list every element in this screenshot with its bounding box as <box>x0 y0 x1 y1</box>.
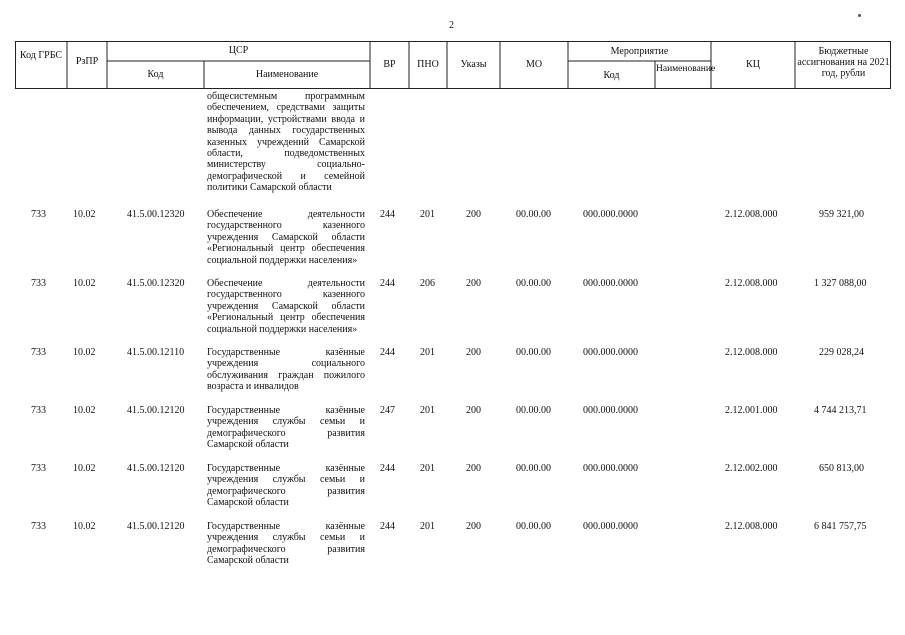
cell-rzpr: 10.02 <box>73 521 96 532</box>
cell-ukazy: 200 <box>466 521 481 532</box>
cell-vr: 244 <box>380 521 395 532</box>
cell-grbs: 733 <box>31 463 46 474</box>
cell-name: Государственные казённые учреждения социального обслуживания граждан пожилого возраста и инвалидов <box>207 347 365 393</box>
header-rzpr: РзПР <box>75 56 99 67</box>
cell-csr: 41.5.00.12320 <box>127 278 185 289</box>
header-mo: МО <box>525 59 543 70</box>
cell-grbs: 733 <box>31 209 46 220</box>
cell-vr: 244 <box>380 463 395 474</box>
cell-mo: 00.00.00 <box>516 278 551 289</box>
cell-mer-kod: 000.000.0000 <box>583 209 638 220</box>
cell-grbs: 733 <box>31 278 46 289</box>
cell-name: Обеспечение деятельности государственного казенного учреждения Самарской области «Региональный центр обеспечения социальной поддержки населения» <box>207 209 365 266</box>
cell-sum: 229 028,24 <box>819 347 864 358</box>
cell-kc: 2.12.008.000 <box>725 521 778 532</box>
cell-kc: 2.12.002.000 <box>725 463 778 474</box>
cell-kc: 2.12.008.000 <box>725 278 778 289</box>
cell-sum: 650 813,00 <box>819 463 864 474</box>
cell-pno: 201 <box>420 209 435 220</box>
cell-ukazy: 200 <box>466 463 481 474</box>
cell-vr: 244 <box>380 347 395 358</box>
cell-grbs: 733 <box>31 521 46 532</box>
cell-csr: 41.5.00.12110 <box>127 347 185 358</box>
cell-pno: 201 <box>420 463 435 474</box>
header-budget: Бюджетные ассигнования на 2021 год, рубли <box>797 46 890 79</box>
cell-ukazy: 200 <box>466 405 481 416</box>
cell-rzpr: 10.02 <box>73 463 96 474</box>
cell-mo: 00.00.00 <box>516 405 551 416</box>
cell-csr: 41.5.00.12320 <box>127 209 185 220</box>
header-csr-name: Наименование <box>255 69 319 80</box>
cell-mo: 00.00.00 <box>516 209 551 220</box>
cell-mo: 00.00.00 <box>516 521 551 532</box>
cell-name: Государственные казённые учреждения службы семьи и демографического развития Самарской области <box>207 405 365 451</box>
cell-sum: 1 327 088,00 <box>814 278 867 289</box>
cell-rzpr: 10.02 <box>73 405 96 416</box>
cell-name: Обеспечение деятельности государственного казенного учреждения Самарской области «Региональный центр обеспечения социальной поддержки населения» <box>207 278 365 335</box>
cell-csr: 41.5.00.12120 <box>127 405 185 416</box>
header-pno: ПНО <box>417 59 439 70</box>
cell-sum: 6 841 757,75 <box>814 521 867 532</box>
header-mer-kod: Код <box>603 70 620 81</box>
cell-pno: 201 <box>420 347 435 358</box>
cell-mer-kod: 000.000.0000 <box>583 463 638 474</box>
cell-kc: 2.12.008.000 <box>725 347 778 358</box>
cell-pno: 206 <box>420 278 435 289</box>
cell-sum: 959 321,00 <box>819 209 864 220</box>
page-number: 2 <box>449 20 454 31</box>
cell-grbs: 733 <box>31 405 46 416</box>
cell-mo: 00.00.00 <box>516 347 551 358</box>
cell-vr: 244 <box>380 278 395 289</box>
cell-rzpr: 10.02 <box>73 347 96 358</box>
cell-mer-kod: 000.000.0000 <box>583 347 638 358</box>
header-csr-kod: Код <box>147 69 164 80</box>
header-csr: ЦСР <box>228 45 249 56</box>
cell-mer-kod: 000.000.0000 <box>583 278 638 289</box>
cell-kc: 2.12.001.000 <box>725 405 778 416</box>
cell-ukazy: 200 <box>466 278 481 289</box>
header-kc: КЦ <box>746 59 760 70</box>
cell-kc: 2.12.008.000 <box>725 209 778 220</box>
header-ukazy: Указы <box>460 59 487 70</box>
continuation-name-text: общесистемным программным обеспечением, средствами защиты информации, устройствами ввода и вывода данных государственных казенных учреждений Самарской области, подведомственных министерству социально-демографической и семейной политики Самарской области <box>207 91 365 194</box>
cell-grbs: 733 <box>31 347 46 358</box>
header-vr: ВР <box>383 59 396 70</box>
cell-pno: 201 <box>420 521 435 532</box>
cell-mer-kod: 000.000.0000 <box>583 521 638 532</box>
cell-csr: 41.5.00.12120 <box>127 463 185 474</box>
cell-name: Государственные казённые учреждения службы семьи и демографического развития Самарской области <box>207 463 365 509</box>
header-meropriyatie: Мероприятие <box>610 46 669 57</box>
cell-vr: 244 <box>380 209 395 220</box>
cell-rzpr: 10.02 <box>73 209 96 220</box>
cell-rzpr: 10.02 <box>73 278 96 289</box>
header-mer-name: Наименование <box>656 64 716 74</box>
cell-vr: 247 <box>380 405 395 416</box>
cell-pno: 201 <box>420 405 435 416</box>
cell-sum: 4 744 213,71 <box>814 405 867 416</box>
cell-name: Государственные казённые учреждения службы семьи и демографического развития Самарской области <box>207 521 365 567</box>
cell-ukazy: 200 <box>466 209 481 220</box>
cell-csr: 41.5.00.12120 <box>127 521 185 532</box>
cell-mer-kod: 000.000.0000 <box>583 405 638 416</box>
cell-ukazy: 200 <box>466 347 481 358</box>
header-kod-grbs: Код ГРБС <box>19 50 63 61</box>
cell-mo: 00.00.00 <box>516 463 551 474</box>
